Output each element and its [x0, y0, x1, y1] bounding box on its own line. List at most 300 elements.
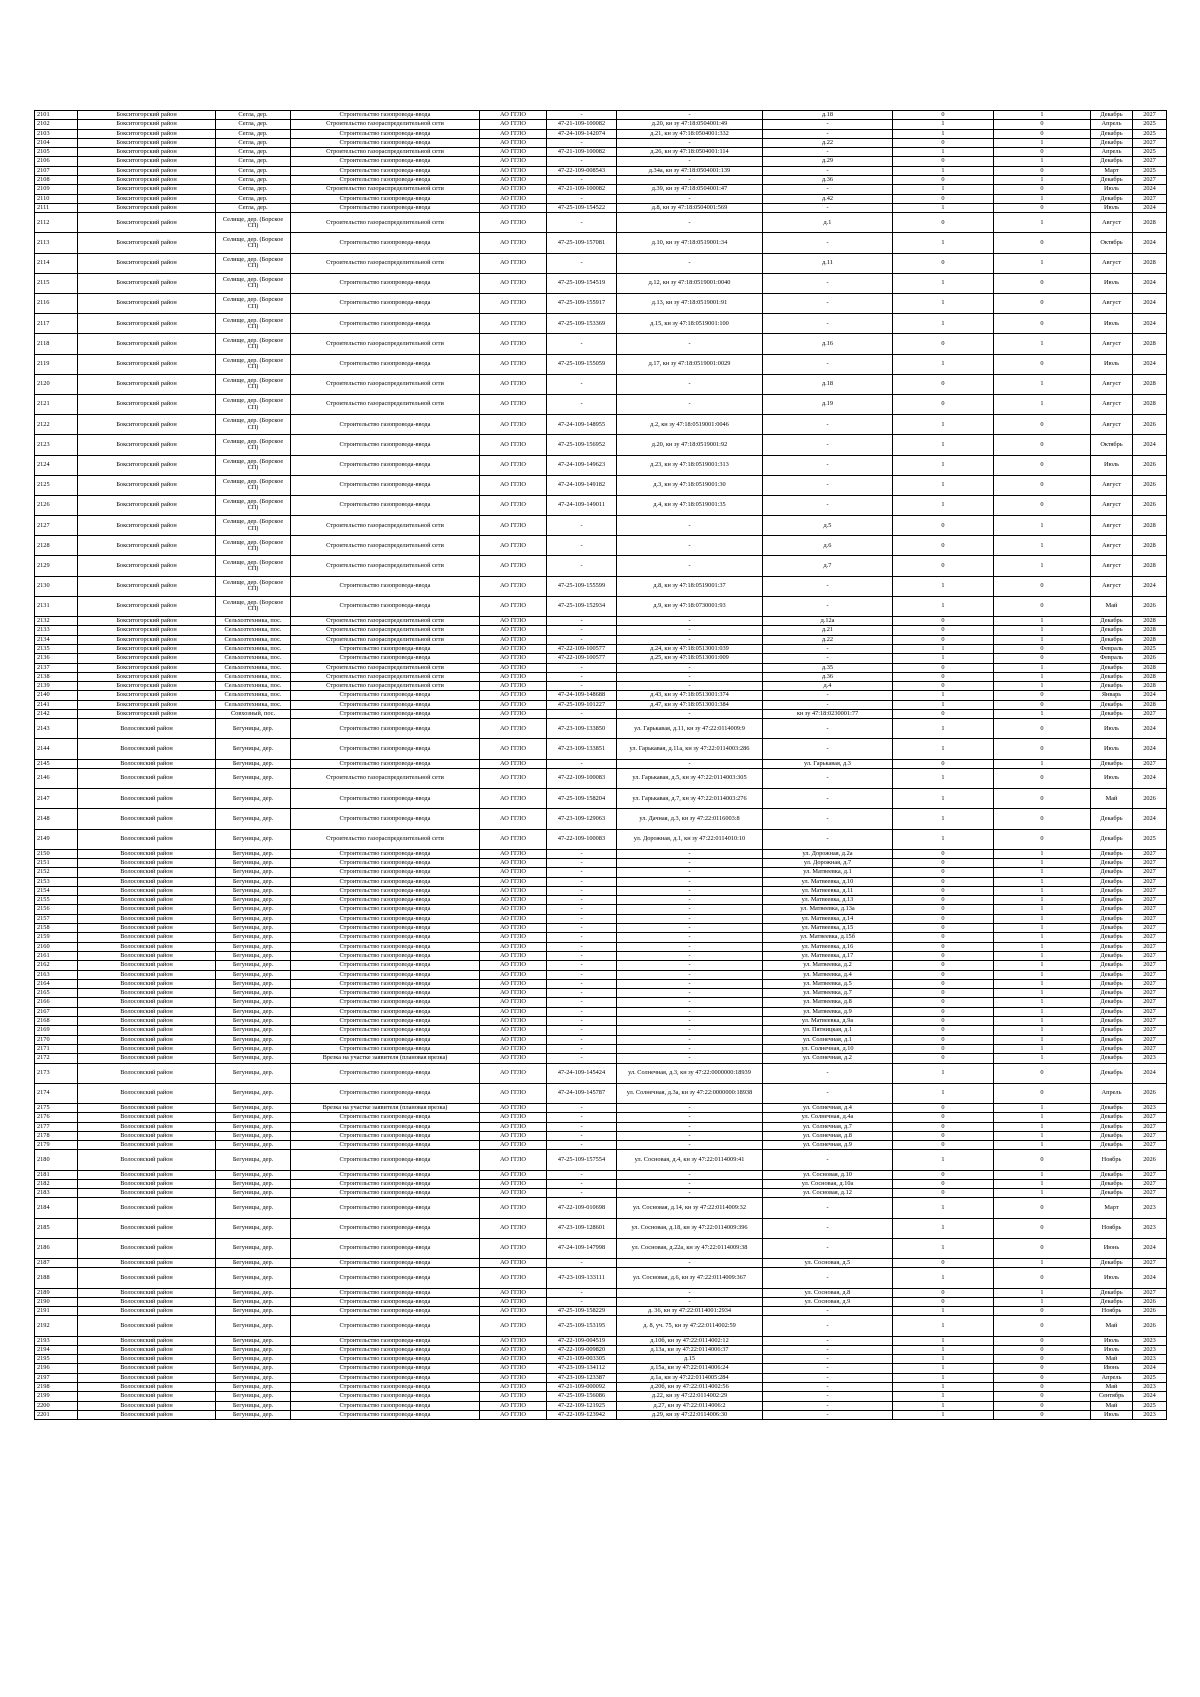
- application-number-cell: 47-24-109-149011: [547, 495, 617, 515]
- flag-b-cell: 1: [994, 516, 1091, 536]
- table-row: [35, 556, 1167, 576]
- flag-a-cell: 1: [893, 691, 994, 700]
- flag-a-cell: 0: [893, 924, 994, 933]
- settlement-cell: Селище, дер. (Борское СП): [216, 556, 291, 576]
- month-cell: Декабрь: [1091, 924, 1133, 933]
- application-number-cell: -: [547, 970, 617, 979]
- operator-cell: АО ГГЛО: [480, 455, 547, 475]
- operator-cell: АО ГГЛО: [480, 1355, 547, 1364]
- work-type-cell: Строительство газопровода-ввода: [291, 129, 480, 138]
- row-number: 2200: [35, 1401, 78, 1410]
- year-cell: 2027: [1133, 979, 1167, 988]
- settlement-cell: Бегуницы, дер.: [216, 1179, 291, 1188]
- settlement-cell: Селище, дер. (Борское СП): [216, 455, 291, 475]
- flag-b-cell: 1: [994, 1113, 1091, 1122]
- table-row: [35, 374, 1167, 394]
- flag-a-cell: 0: [893, 942, 994, 951]
- application-number-cell: -: [547, 951, 617, 960]
- row-number: 2142: [35, 709, 78, 718]
- table-row: [35, 644, 1167, 653]
- work-type-cell: Строительство газопровода-ввода: [291, 1198, 480, 1218]
- row-number: 2158: [35, 924, 78, 933]
- table-row: [35, 789, 1167, 809]
- flag-b-cell: 1: [994, 877, 1091, 886]
- district-cell: Бокситогорский район: [78, 194, 216, 203]
- table-row: [35, 1189, 1167, 1198]
- year-cell: 2027: [1133, 877, 1167, 886]
- operator-cell: АО ГГЛО: [480, 951, 547, 960]
- month-cell: Декабрь: [1091, 1026, 1133, 1035]
- address-cadastral-cell: -: [617, 394, 763, 414]
- settlement-cell: Бегуницы, дер.: [216, 1017, 291, 1026]
- table-row: [35, 1131, 1167, 1140]
- settlement-cell: Сельхозтехника, пос.: [216, 635, 291, 644]
- application-number-cell: -: [547, 516, 617, 536]
- flag-b-cell: 0: [994, 700, 1091, 709]
- registry-rows: [35, 111, 1167, 1420]
- application-number-cell: 47-24-109-145424: [547, 1063, 617, 1083]
- table-row: [35, 691, 1167, 700]
- flag-a-cell: 0: [893, 998, 994, 1007]
- application-number-cell: -: [547, 942, 617, 951]
- work-type-cell: Строительство газопровода-ввода: [291, 709, 480, 718]
- operator-cell: АО ГГЛО: [480, 809, 547, 829]
- flag-b-cell: 0: [994, 644, 1091, 653]
- application-number-cell: -: [547, 1035, 617, 1044]
- month-cell: Декабрь: [1091, 1035, 1133, 1044]
- table-row: [35, 896, 1167, 905]
- district-cell: Волосовский район: [78, 1131, 216, 1140]
- address-cell: ул. Солнечная, д.2: [763, 1054, 893, 1063]
- district-cell: Волосовский район: [78, 886, 216, 895]
- application-number-cell: 47-23-109-133850: [547, 719, 617, 739]
- operator-cell: АО ГГЛО: [480, 294, 547, 314]
- address-cadastral-cell: -: [617, 709, 763, 718]
- year-cell: 2023: [1133, 1218, 1167, 1238]
- settlement-cell: Сегла, дер.: [216, 176, 291, 185]
- operator-cell: АО ГГЛО: [480, 859, 547, 868]
- address-cadastral-cell: д.29, кн зу 47:22:0114006:30: [617, 1410, 763, 1419]
- flag-a-cell: 1: [893, 719, 994, 739]
- month-cell: Август: [1091, 253, 1133, 273]
- address-cadastral-cell: д.8, кн зу 47:18:0504001:569: [617, 203, 763, 212]
- flag-b-cell: 0: [994, 1364, 1091, 1373]
- month-cell: Декабрь: [1091, 157, 1133, 166]
- work-type-cell: Строительство газопровода-ввода: [291, 1401, 480, 1410]
- settlement-cell: Бегуницы, дер.: [216, 759, 291, 768]
- address-cell: -: [763, 1316, 893, 1336]
- table-row: [35, 495, 1167, 515]
- flag-a-cell: 1: [893, 1392, 994, 1401]
- flag-b-cell: 0: [994, 1336, 1091, 1345]
- address-cell: ул. Солнечная, д.7: [763, 1122, 893, 1131]
- flag-b-cell: 0: [994, 1218, 1091, 1238]
- table-row: [35, 1218, 1167, 1238]
- application-number-cell: 47-24-109-148955: [547, 415, 617, 435]
- district-cell: Бокситогорский район: [78, 626, 216, 635]
- operator-cell: АО ГГЛО: [480, 989, 547, 998]
- address-cadastral-cell: д.26, кн зу 47:18:0504001:114: [617, 148, 763, 157]
- district-cell: Волосовский район: [78, 942, 216, 951]
- year-cell: 2027: [1133, 970, 1167, 979]
- address-cell: -: [763, 644, 893, 653]
- table-row: [35, 914, 1167, 923]
- year-cell: 2024: [1133, 1268, 1167, 1288]
- district-cell: Волосовский район: [78, 1198, 216, 1218]
- year-cell: 2027: [1133, 157, 1167, 166]
- flag-a-cell: 1: [893, 273, 994, 293]
- flag-b-cell: 0: [994, 1410, 1091, 1419]
- address-cell: д.36: [763, 176, 893, 185]
- flag-b-cell: 1: [994, 914, 1091, 923]
- address-cell: -: [763, 739, 893, 759]
- flag-a-cell: 1: [893, 1316, 994, 1336]
- table-row: [35, 394, 1167, 414]
- application-number-cell: 47-22-109-009820: [547, 1345, 617, 1354]
- flag-a-cell: 0: [893, 961, 994, 970]
- table-row: [35, 635, 1167, 644]
- flag-a-cell: 1: [893, 1083, 994, 1103]
- month-cell: Декабрь: [1091, 1179, 1133, 1188]
- month-cell: Ноябрь: [1091, 1307, 1133, 1316]
- row-number: 2131: [35, 596, 78, 616]
- table-row: [35, 233, 1167, 253]
- address-cell: ул. Матвеевка, д.10: [763, 877, 893, 886]
- settlement-cell: Бегуницы, дер.: [216, 979, 291, 988]
- settlement-cell: Селище, дер. (Борское СП): [216, 213, 291, 233]
- row-number: 2118: [35, 334, 78, 354]
- application-number-cell: 47-24-109-147998: [547, 1238, 617, 1258]
- address-cell: д.35: [763, 663, 893, 672]
- work-type-cell: Строительство газораспределительной сети: [291, 635, 480, 644]
- application-number-cell: -: [547, 1288, 617, 1297]
- address-cell: д.18: [763, 374, 893, 394]
- table-row: [35, 1141, 1167, 1150]
- address-cell: -: [763, 829, 893, 849]
- flag-a-cell: 0: [893, 663, 994, 672]
- table-row: [35, 576, 1167, 596]
- flag-b-cell: 0: [994, 1238, 1091, 1258]
- flag-b-cell: 1: [994, 942, 1091, 951]
- flag-b-cell: 0: [994, 789, 1091, 809]
- work-type-cell: Строительство газопровода-ввода: [291, 455, 480, 475]
- work-type-cell: Строительство газопровода-ввода: [291, 877, 480, 886]
- row-number: 2190: [35, 1297, 78, 1306]
- flag-a-cell: 1: [893, 166, 994, 175]
- operator-cell: АО ГГЛО: [480, 157, 547, 166]
- year-cell: 2025: [1133, 166, 1167, 175]
- row-number: 2116: [35, 294, 78, 314]
- operator-cell: АО ГГЛО: [480, 1131, 547, 1140]
- year-cell: 2026: [1133, 1307, 1167, 1316]
- address-cell: -: [763, 129, 893, 138]
- table-row: [35, 1198, 1167, 1218]
- flag-b-cell: 0: [994, 1345, 1091, 1354]
- flag-a-cell: 1: [893, 1410, 994, 1419]
- work-type-cell: Строительство газопровода-ввода: [291, 1410, 480, 1419]
- work-type-cell: Строительство газопровода-ввода: [291, 896, 480, 905]
- operator-cell: АО ГГЛО: [480, 789, 547, 809]
- address-cadastral-cell: д.1а, кн зу 47:22:0114005:284: [617, 1373, 763, 1382]
- work-type-cell: Строительство газопровода-ввода: [291, 1035, 480, 1044]
- year-cell: 2024: [1133, 354, 1167, 374]
- month-cell: Декабрь: [1091, 129, 1133, 138]
- district-cell: Волосовский район: [78, 896, 216, 905]
- operator-cell: АО ГГЛО: [480, 709, 547, 718]
- settlement-cell: Бегуницы, дер.: [216, 1364, 291, 1373]
- flag-a-cell: 1: [893, 495, 994, 515]
- month-cell: Декабрь: [1091, 709, 1133, 718]
- month-cell: Декабрь: [1091, 989, 1133, 998]
- table-row: [35, 1170, 1167, 1179]
- year-cell: 2027: [1133, 1017, 1167, 1026]
- month-cell: Декабрь: [1091, 682, 1133, 691]
- flag-b-cell: 0: [994, 1307, 1091, 1316]
- district-cell: Бокситогорский район: [78, 475, 216, 495]
- row-number: 2101: [35, 111, 78, 120]
- district-cell: Бокситогорский район: [78, 394, 216, 414]
- operator-cell: АО ГГЛО: [480, 1297, 547, 1306]
- month-cell: Декабрь: [1091, 1122, 1133, 1131]
- address-cadastral-cell: д.20б, кн зу 47:22:0114002:56: [617, 1383, 763, 1392]
- address-cadastral-cell: -: [617, 886, 763, 895]
- table-row: [35, 1297, 1167, 1306]
- work-type-cell: Строительство газопровода-ввода: [291, 868, 480, 877]
- flag-b-cell: 0: [994, 415, 1091, 435]
- settlement-cell: Бегуницы, дер.: [216, 905, 291, 914]
- work-type-cell: Строительство газопровода-ввода: [291, 1150, 480, 1170]
- address-cadastral-cell: -: [617, 1288, 763, 1297]
- year-cell: 2026: [1133, 475, 1167, 495]
- work-type-cell: Строительство газопровода-ввода: [291, 924, 480, 933]
- month-cell: Декабрь: [1091, 905, 1133, 914]
- month-cell: Декабрь: [1091, 176, 1133, 185]
- address-cell: ул. Матвеевка, д.1: [763, 868, 893, 877]
- table-row: [35, 859, 1167, 868]
- table-row: [35, 933, 1167, 942]
- table-row: [35, 617, 1167, 626]
- work-type-cell: Строительство газопровода-ввода: [291, 905, 480, 914]
- address-cell: ул. Сосновая, д.5: [763, 1259, 893, 1268]
- flag-b-cell: 0: [994, 1268, 1091, 1288]
- month-cell: Декабрь: [1091, 700, 1133, 709]
- work-type-cell: Строительство газораспределительной сети: [291, 148, 480, 157]
- row-number: 2175: [35, 1103, 78, 1112]
- application-number-cell: 47-22-109-004519: [547, 1336, 617, 1345]
- operator-cell: АО ГГЛО: [480, 233, 547, 253]
- address-cell: д.21: [763, 626, 893, 635]
- row-number: 2188: [35, 1268, 78, 1288]
- year-cell: 2027: [1133, 859, 1167, 868]
- district-cell: Бокситогорский район: [78, 120, 216, 129]
- settlement-cell: Бегуницы, дер.: [216, 924, 291, 933]
- address-cell: -: [763, 435, 893, 455]
- flag-a-cell: 0: [893, 617, 994, 626]
- table-row: [35, 148, 1167, 157]
- flag-a-cell: 0: [893, 709, 994, 718]
- flag-b-cell: 1: [994, 536, 1091, 556]
- address-cell: ул. Матвеевка, д.4: [763, 970, 893, 979]
- year-cell: 2024: [1133, 273, 1167, 293]
- flag-b-cell: 0: [994, 273, 1091, 293]
- flag-a-cell: 1: [893, 148, 994, 157]
- month-cell: Декабрь: [1091, 809, 1133, 829]
- settlement-cell: Бегуницы, дер.: [216, 1383, 291, 1392]
- flag-b-cell: 1: [994, 896, 1091, 905]
- address-cadastral-cell: -: [617, 1141, 763, 1150]
- settlement-cell: Сегла, дер.: [216, 203, 291, 212]
- flag-b-cell: 1: [994, 868, 1091, 877]
- settlement-cell: Бегуницы, дер.: [216, 1189, 291, 1198]
- flag-b-cell: 0: [994, 455, 1091, 475]
- year-cell: 2026: [1133, 596, 1167, 616]
- district-cell: Бокситогорский район: [78, 166, 216, 175]
- settlement-cell: Селище, дер. (Борское СП): [216, 576, 291, 596]
- row-number: 2166: [35, 998, 78, 1007]
- table-row: [35, 1410, 1167, 1419]
- row-number: 2119: [35, 354, 78, 374]
- operator-cell: АО ГГЛО: [480, 475, 547, 495]
- settlement-cell: Селище, дер. (Борское СП): [216, 516, 291, 536]
- address-cadastral-cell: -: [617, 334, 763, 354]
- table-row: [35, 1035, 1167, 1044]
- application-number-cell: -: [547, 1297, 617, 1306]
- operator-cell: АО ГГЛО: [480, 576, 547, 596]
- address-cadastral-cell: д.25, кн зу 47:18:0513001:009: [617, 654, 763, 663]
- operator-cell: АО ГГЛО: [480, 979, 547, 988]
- address-cell: ул. Матвеевка, д.2: [763, 961, 893, 970]
- work-type-cell: Строительство газопровода-ввода: [291, 691, 480, 700]
- row-number: 2124: [35, 455, 78, 475]
- address-cell: -: [763, 475, 893, 495]
- district-cell: Волосовский район: [78, 1189, 216, 1198]
- operator-cell: АО ГГЛО: [480, 1316, 547, 1336]
- address-cadastral-cell: д.23, кн зу 47:18:0519001:313: [617, 455, 763, 475]
- flag-b-cell: 1: [994, 394, 1091, 414]
- month-cell: Декабрь: [1091, 859, 1133, 868]
- application-number-cell: 47-22-109-100083: [547, 768, 617, 788]
- work-type-cell: Строительство газопровода-ввода: [291, 203, 480, 212]
- flag-a-cell: 1: [893, 739, 994, 759]
- settlement-cell: Бегуницы, дер.: [216, 739, 291, 759]
- month-cell: Декабрь: [1091, 626, 1133, 635]
- month-cell: Декабрь: [1091, 194, 1133, 203]
- flag-b-cell: 1: [994, 672, 1091, 681]
- application-number-cell: -: [547, 1189, 617, 1198]
- settlement-cell: Бегуницы, дер.: [216, 1401, 291, 1410]
- month-cell: Июль: [1091, 719, 1133, 739]
- settlement-cell: Бегуницы, дер.: [216, 1044, 291, 1053]
- work-type-cell: Строительство газопровода-ввода: [291, 1113, 480, 1122]
- settlement-cell: Сельхозтехника, пос.: [216, 672, 291, 681]
- address-cell: -: [763, 314, 893, 334]
- year-cell: 2027: [1133, 111, 1167, 120]
- row-number: 2156: [35, 905, 78, 914]
- district-cell: Волосовский район: [78, 1364, 216, 1373]
- month-cell: Декабрь: [1091, 1044, 1133, 1053]
- month-cell: Декабрь: [1091, 914, 1133, 923]
- operator-cell: АО ГГЛО: [480, 1017, 547, 1026]
- work-type-cell: Строительство газопровода-ввода: [291, 961, 480, 970]
- month-cell: Апрель: [1091, 1083, 1133, 1103]
- flag-a-cell: 0: [893, 1179, 994, 1188]
- row-number: 2143: [35, 719, 78, 739]
- row-number: 2169: [35, 1026, 78, 1035]
- flag-b-cell: 1: [994, 1103, 1091, 1112]
- year-cell: 2027: [1133, 886, 1167, 895]
- work-type-cell: Строительство газораспределительной сети: [291, 556, 480, 576]
- row-number: 2199: [35, 1392, 78, 1401]
- table-row: [35, 516, 1167, 536]
- flag-a-cell: 1: [893, 354, 994, 374]
- table-row: [35, 672, 1167, 681]
- settlement-cell: Бегуницы, дер.: [216, 1336, 291, 1345]
- work-type-cell: Строительство газопровода-ввода: [291, 1179, 480, 1188]
- month-cell: Декабрь: [1091, 138, 1133, 147]
- flag-b-cell: 0: [994, 314, 1091, 334]
- address-cadastral-cell: -: [617, 138, 763, 147]
- flag-b-cell: 1: [994, 961, 1091, 970]
- month-cell: Декабрь: [1091, 1141, 1133, 1150]
- district-cell: Волосовский район: [78, 759, 216, 768]
- settlement-cell: Бегуницы, дер.: [216, 1122, 291, 1131]
- month-cell: Декабрь: [1091, 970, 1133, 979]
- table-row: [35, 435, 1167, 455]
- month-cell: Август: [1091, 576, 1133, 596]
- flag-b-cell: 1: [994, 176, 1091, 185]
- year-cell: 2028: [1133, 253, 1167, 273]
- district-cell: Волосовский район: [78, 1307, 216, 1316]
- row-number: 2154: [35, 886, 78, 895]
- address-cadastral-cell: -: [617, 635, 763, 644]
- year-cell: 2024: [1133, 314, 1167, 334]
- settlement-cell: Бегуницы, дер.: [216, 1373, 291, 1382]
- table-row: [35, 709, 1167, 718]
- address-cell: ул. Матвеевка, д.11: [763, 886, 893, 895]
- table-row: [35, 1026, 1167, 1035]
- flag-a-cell: 0: [893, 556, 994, 576]
- address-cell: ул. Матвеевка, д.8: [763, 998, 893, 1007]
- application-number-cell: 47-23-109-128601: [547, 1218, 617, 1238]
- district-cell: Волосовский район: [78, 1373, 216, 1382]
- work-type-cell: Строительство газопровода-ввода: [291, 1007, 480, 1016]
- flag-a-cell: 0: [893, 1259, 994, 1268]
- district-cell: Бокситогорский район: [78, 138, 216, 147]
- table-row: [35, 951, 1167, 960]
- application-number-cell: -: [547, 635, 617, 644]
- district-cell: Волосовский район: [78, 1345, 216, 1354]
- flag-b-cell: 1: [994, 157, 1091, 166]
- work-type-cell: Строительство газопровода-ввода: [291, 475, 480, 495]
- address-cadastral-cell: д. 36, кн зу 47:22:0114001:2934: [617, 1307, 763, 1316]
- flag-a-cell: 0: [893, 859, 994, 868]
- table-row: [35, 682, 1167, 691]
- year-cell: 2027: [1133, 1044, 1167, 1053]
- district-cell: Волосовский район: [78, 829, 216, 849]
- flag-a-cell: 0: [893, 672, 994, 681]
- operator-cell: АО ГГЛО: [480, 1189, 547, 1198]
- settlement-cell: Селище, дер. (Борское СП): [216, 253, 291, 273]
- settlement-cell: Сегла, дер.: [216, 148, 291, 157]
- flag-a-cell: 1: [893, 1307, 994, 1316]
- month-cell: Декабрь: [1091, 1113, 1133, 1122]
- work-type-cell: Строительство газопровода-ввода: [291, 294, 480, 314]
- operator-cell: АО ГГЛО: [480, 868, 547, 877]
- address-cell: д.18: [763, 111, 893, 120]
- row-number: 2140: [35, 691, 78, 700]
- month-cell: Апрель: [1091, 1373, 1133, 1382]
- address-cadastral-cell: д.8, кн зу 47:18:0519001:37: [617, 576, 763, 596]
